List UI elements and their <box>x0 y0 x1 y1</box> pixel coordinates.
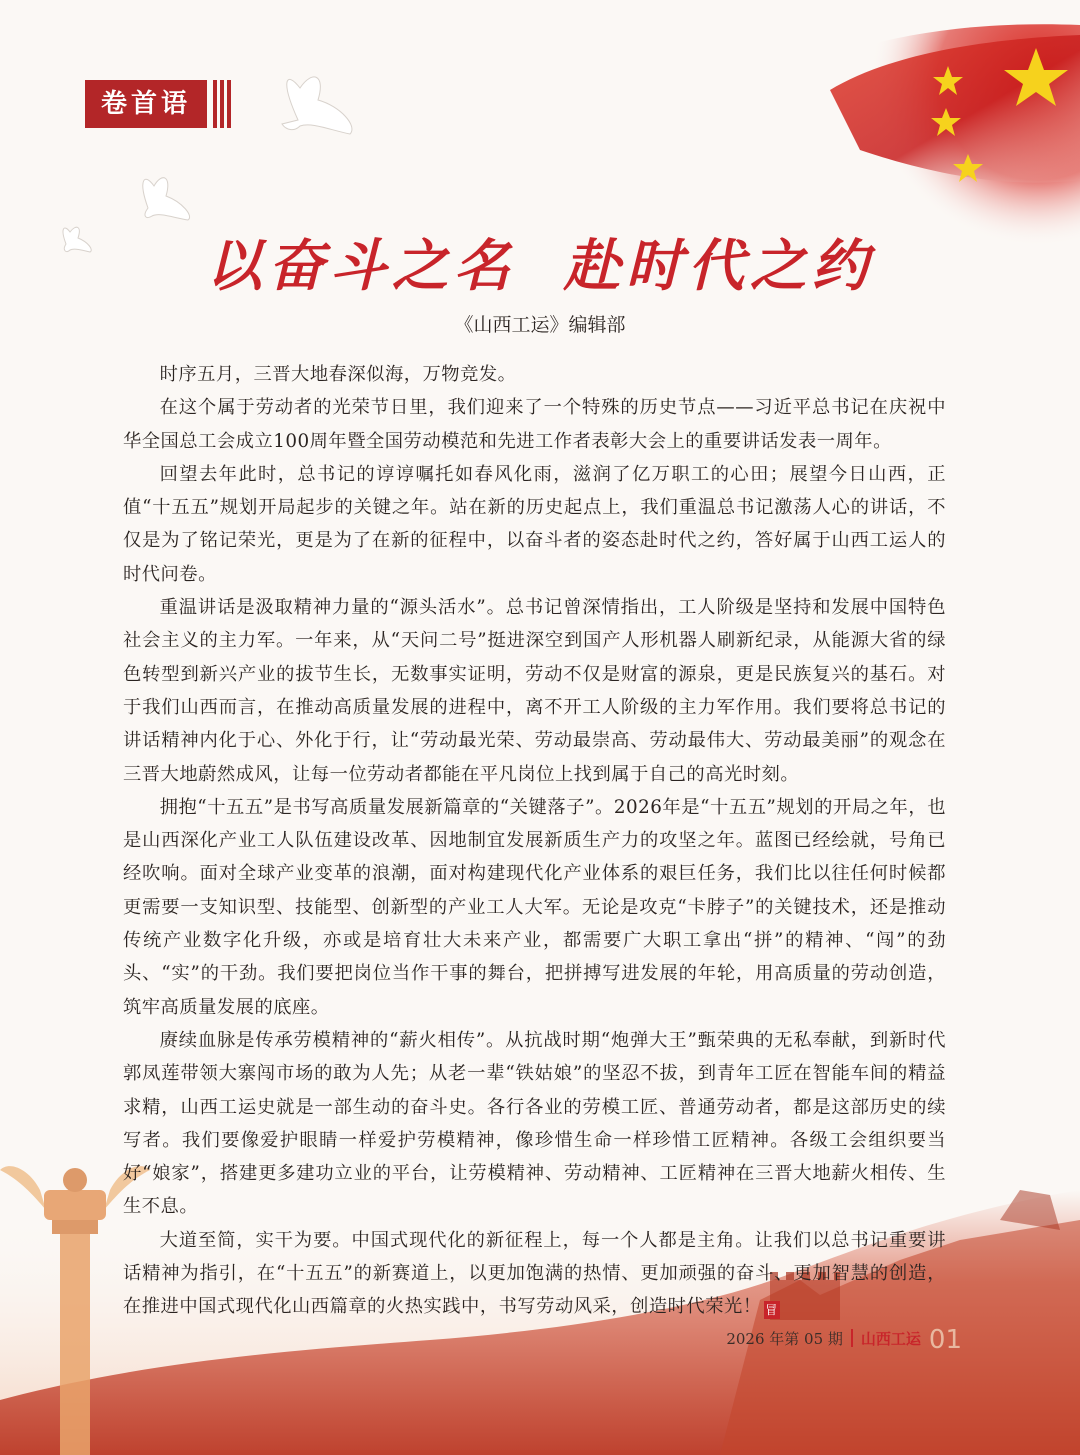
magazine-name: 山西工运 <box>860 1330 921 1348</box>
end-mark-icon: 冒 <box>765 1303 778 1318</box>
article-title <box>0 222 1080 302</box>
footer-divider <box>851 1329 853 1347</box>
paragraph <box>123 1224 946 1324</box>
paragraph: 在这个属于劳动者的光荣节日里，我们迎来了一个特殊的历史节点——习近平总书记在庆祝中华全国总工会成立100周年暨全国劳动模范和先进工作者表彰大会上的重要讲话发表一周年。 <box>123 397 946 452</box>
byline: 《山西工运》编辑部 <box>454 314 626 336</box>
badge-stripe <box>213 80 217 128</box>
paragraph-text: 大道至简，实干为要。中国式现代化的新征程上，每一个人都是主角。让我们以总书记重要讲话精神为指引，在“十五五”的新赛道上，以更加饱满的热情、更加顽强的奋斗、更加智慧的创造，在推进中国式现代化山西篇章的火热实践中，书写劳动风采，创造时代荣光！ <box>123 1229 946 1318</box>
dove-icon <box>143 178 190 220</box>
paragraph: 重温讲话是汲取精神力量的“源头活水”。总书记曾深情指出，工人阶级是坚持和发展中国特色社会主义的主力军。一年来，从“天问二号”挺进深空到国产人形机器人刷新纪录，从能源大省的绿色转型到新兴产业的拔节生长，无数事实证明，劳动不仅是财富的源泉，更是民族复兴的基石。对于我们山西而言，在推动高质量发展的进程中，离不开工人阶级的主力军作用。我们要将总书记的讲话精神内化于心、外化于行，让“劳动最光荣、劳动最崇高、劳动最伟大、劳动最美丽”的观念在三晋大地蔚然成风，让每一位劳动者都能在平凡岗位上找到属于自己的高光时刻。 <box>123 597 946 785</box>
badge-stripe <box>220 80 224 128</box>
column-badge <box>85 80 245 128</box>
page-number: 01 <box>928 1325 962 1355</box>
dove-icon <box>282 77 352 134</box>
paragraph: 拥抱“十五五”是书写高质量发展新篇章的“关键落子”。2026年是“十五五”规划的开局之年，也是山西深化产业工人队伍建设改革、因地制宜发展新质生产力的攻坚之年。蓝图已经绘就，号角已经吹响。面对全球产业变革的浪潮，面对构建现代化产业体系的艰巨任务，我们比以往任何时候都更需要一支知识型、技能型、创新型的产业工人大军。无论是攻克“卡脖子”的关键技术，还是推动传统产业数字化升级，亦或是培育壮大未来产业，都需要广大职工拿出“拼”的精神、“闯”的劲头、“实”的干劲。我们要把岗位当作干事的舞台，把拼搏写进发展的年轮，用高质量的劳动创造，筑牢高质量发展的底座。 <box>123 796 946 1018</box>
article-body <box>123 358 946 1324</box>
issue-label: 2026 年第 05 期 <box>726 1330 843 1348</box>
title-part-1: 以奋斗之名 <box>206 234 516 299</box>
paragraph: 赓续血脉是传承劳模精神的“薪火相传”。从抗战时期“炮弹大王”甄荣典的无私奉献，到新时代郭凤莲带领大寨闯市场的敢为人先；从老一辈“铁姑娘”的坚忍不拔，到青年工匠在智能车间的精益求精，山西工运史就是一部生动的奋斗史。各行各业的劳模工匠、普通劳动者，都是这部历史的续写者。我们要像爱护眼睛一样爱护劳模精神，像珍惜生命一样珍惜工匠精神。各级工会组织要当好“娘家”，搭建更多建功立业的平台，让劳模精神、劳动精神、工匠精神在三晋大地薪火相传、生生不息。 <box>123 1029 946 1218</box>
title-part-2: 赴时代之约 <box>564 234 874 299</box>
paragraph: 回望去年此时，总书记的谆谆嘱托如春风化雨，滋润了亿万职工的心田；展望今日山西，正值“十五五”规划开局起步的关键之年。站在新的历史起点上，我们重温总书记激荡人心的讲话，不仅是为了铭记荣光，更是为了在新的征程中，以奋斗者的姿态赴时代之约，答好属于山西工运人的时代问卷。 <box>123 463 946 585</box>
page-footer <box>726 1325 962 1355</box>
badge-stripe <box>227 80 231 128</box>
paragraph: 时序五月，三晋大地春深似海，万物竞发。 <box>159 364 517 385</box>
column-label: 卷首语 <box>100 89 191 119</box>
